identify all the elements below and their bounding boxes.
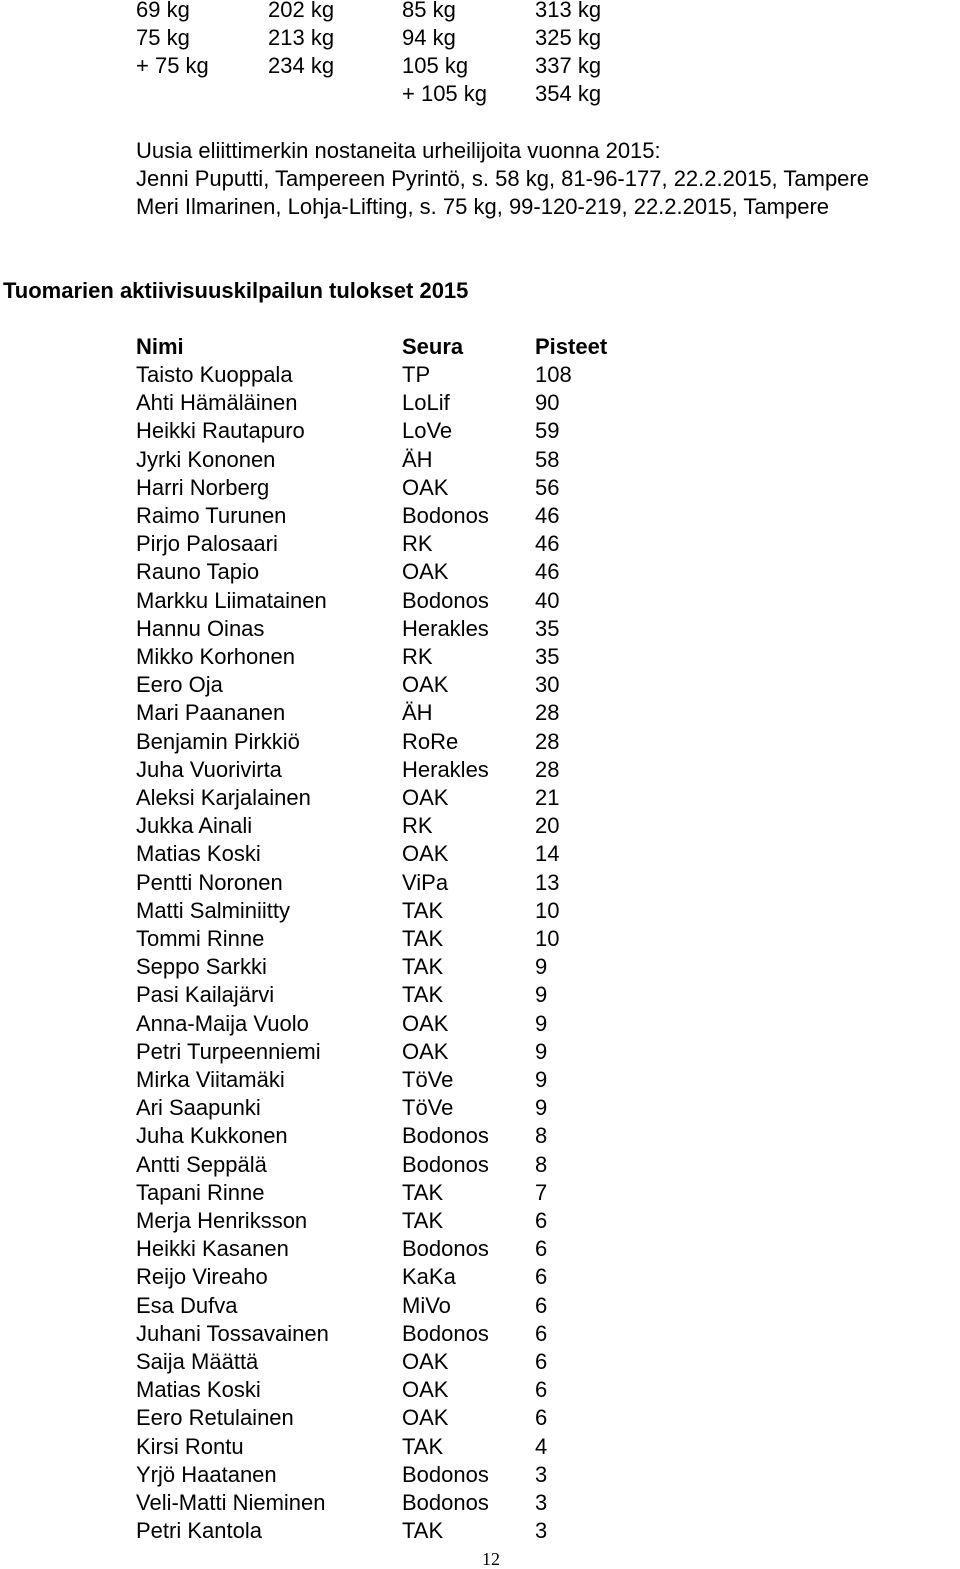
- club-name: TAK: [402, 1179, 444, 1205]
- kg-cell: 202 kg: [268, 0, 335, 22]
- club-name: OAK: [402, 1010, 449, 1036]
- club-name: OAK: [402, 672, 449, 698]
- judge-name: Ari Saapunki: [136, 1095, 261, 1121]
- points-value: 9: [535, 1095, 548, 1121]
- points-value: 4: [535, 1433, 548, 1459]
- judge-name: Taisto Kuoppala: [136, 362, 293, 387]
- points-value: 56: [535, 474, 560, 500]
- judge-name: Eero Retulainen: [136, 1405, 294, 1431]
- table-row: [0, 728, 960, 756]
- judge-name: Benjamin Pirkkiö: [136, 728, 300, 754]
- judge-name: Juhani Tossavainen: [136, 1320, 329, 1346]
- table-row: [0, 615, 960, 643]
- new-records-heading: Uusia eliittimerkin nostaneita urheilijoita vuonna 2015:: [136, 138, 661, 163]
- table-row: [0, 1179, 960, 1207]
- club-name: MiVo: [402, 1292, 451, 1318]
- club-name: OAK: [402, 1377, 449, 1403]
- table-row: [0, 1517, 960, 1545]
- points-value: 28: [535, 756, 560, 782]
- points-value: 35: [535, 615, 560, 641]
- judge-name: Heikki Kasanen: [136, 1236, 289, 1262]
- kg-cell: 354 kg: [535, 81, 602, 106]
- table-row: [0, 1207, 960, 1235]
- judge-name: Tapani Rinne: [136, 1179, 265, 1205]
- table-row: [0, 671, 960, 699]
- club-name: OAK: [402, 1405, 449, 1431]
- kg-cell: 234 kg: [268, 53, 335, 78]
- club-name: Bodonos: [402, 1490, 489, 1515]
- table-row: [0, 953, 960, 981]
- points-value: 108: [535, 362, 572, 387]
- points-value: 9: [535, 1038, 548, 1064]
- club-name: OAK: [402, 841, 449, 867]
- kg-cell: 75 kg: [136, 25, 190, 50]
- kg-cell: 337 kg: [535, 53, 602, 78]
- points-value: 28: [535, 728, 560, 754]
- table-row: [0, 1094, 960, 1122]
- table-row: [0, 1010, 960, 1038]
- table-row: [0, 699, 960, 727]
- table-row: [0, 812, 960, 840]
- table-row: [0, 1376, 960, 1404]
- table-row: [0, 1320, 960, 1348]
- table-row: [0, 530, 960, 558]
- table-row: [0, 784, 960, 812]
- points-value: 58: [535, 446, 560, 472]
- judge-name: Petri Turpeenniemi: [136, 1038, 321, 1064]
- points-value: 3: [535, 1490, 548, 1515]
- column-header-points: Pisteet: [535, 334, 608, 359]
- kg-cell: 69 kg: [136, 0, 190, 22]
- judge-name: Hannu Oinas: [136, 615, 265, 641]
- club-name: LoLif: [402, 390, 450, 416]
- club-name: Herakles: [402, 615, 489, 641]
- points-value: 6: [535, 1236, 548, 1262]
- table-row: [0, 1066, 960, 1094]
- points-value: 3: [535, 1461, 548, 1487]
- club-name: Bodonos: [402, 503, 489, 528]
- table-row: [0, 897, 960, 925]
- club-name: Bodonos: [402, 1151, 489, 1177]
- club-name: TAK: [402, 926, 444, 951]
- table-row: [0, 1263, 960, 1291]
- points-value: 20: [535, 813, 560, 839]
- table-row: [0, 558, 960, 586]
- judge-name: Pentti Noronen: [136, 869, 283, 895]
- judge-name: Juha Vuorivirta: [136, 756, 282, 782]
- judge-name: Juha Kukkonen: [136, 1123, 288, 1149]
- club-name: OAK: [402, 1349, 449, 1374]
- judge-name: Jyrki Kononen: [136, 446, 276, 472]
- table-row: [0, 587, 960, 615]
- club-name: OAK: [402, 1038, 449, 1064]
- kg-cell: 94 kg: [402, 25, 456, 50]
- club-name: RK: [402, 813, 433, 839]
- points-value: 13: [535, 869, 560, 895]
- table-row: [0, 417, 960, 445]
- table-row: [0, 756, 960, 784]
- club-name: ÄH: [402, 446, 433, 472]
- club-name: LoVe: [402, 418, 453, 444]
- judge-name: Eero Oja: [136, 672, 223, 698]
- table-row: [0, 1292, 960, 1320]
- points-value: 46: [535, 559, 560, 585]
- results-header-row: [0, 333, 960, 361]
- club-name: Bodonos: [402, 1461, 489, 1487]
- judge-name: Seppo Sarkki: [136, 954, 267, 980]
- judge-name: Pirjo Palosaari: [136, 531, 278, 557]
- judge-name: Mirka Viitamäki: [136, 1067, 285, 1092]
- kg-cell: + 75 kg: [136, 53, 209, 78]
- table-row: [0, 502, 960, 530]
- results-title: Tuomarien aktiivisuuskilpailun tulokset 2015: [3, 278, 469, 303]
- judge-name: Raimo Turunen: [136, 503, 287, 528]
- column-header-club: Seura: [402, 334, 464, 359]
- table-row: [0, 389, 960, 417]
- judge-name: Anna-Maija Vuolo: [136, 1010, 309, 1036]
- judge-name: Mari Paananen: [136, 700, 286, 726]
- club-name: TAK: [402, 897, 444, 923]
- club-name: RoRe: [402, 728, 459, 754]
- table-row: [0, 1489, 960, 1517]
- kg-cell: 213 kg: [268, 25, 335, 50]
- club-name: OAK: [402, 559, 449, 585]
- judge-name: Yrjö Haatanen: [136, 1461, 277, 1487]
- points-value: 6: [535, 1292, 548, 1318]
- points-value: 6: [535, 1320, 548, 1346]
- points-value: 40: [535, 587, 560, 613]
- new-record-line: Meri Ilmarinen, Lohja-Lifting, s. 75 kg, 99-120-219, 22.2.2015, Tampere: [136, 194, 829, 219]
- points-value: 30: [535, 672, 560, 698]
- judge-name: Mikko Korhonen: [136, 644, 295, 669]
- table-row: [0, 474, 960, 502]
- judge-name: Matias Koski: [136, 841, 261, 867]
- points-value: 10: [535, 926, 560, 951]
- kg-cell: + 105 kg: [402, 81, 488, 106]
- points-value: 3: [535, 1518, 548, 1544]
- points-value: 6: [535, 1264, 548, 1290]
- points-value: 35: [535, 644, 560, 669]
- judge-name: Antti Seppälä: [136, 1151, 267, 1177]
- points-value: 9: [535, 1010, 548, 1036]
- table-row: [0, 1038, 960, 1066]
- points-value: 6: [535, 1405, 548, 1431]
- kg-cell: 105 kg: [402, 53, 469, 78]
- club-name: OAK: [402, 785, 449, 810]
- points-value: 6: [535, 1208, 548, 1233]
- judge-name: Veli-Matti Nieminen: [136, 1490, 326, 1515]
- new-record-line: Jenni Puputti, Tampereen Pyrintö, s. 58 kg, 81-96-177, 22.2.2015, Tampere: [136, 166, 869, 191]
- club-name: TAK: [402, 1208, 444, 1233]
- table-row: [0, 840, 960, 868]
- judge-name: Matti Salminiitty: [136, 897, 291, 923]
- table-row: [0, 1348, 960, 1376]
- table-row: [0, 1461, 960, 1489]
- judge-name: Petri Kantola: [136, 1518, 262, 1544]
- table-row: [0, 1433, 960, 1461]
- points-value: 46: [535, 503, 560, 528]
- column-header-name: Nimi: [136, 334, 184, 359]
- judge-name: Saija Määttä: [136, 1349, 259, 1374]
- points-value: 9: [535, 954, 548, 980]
- points-value: 90: [535, 390, 560, 416]
- points-value: 14: [535, 841, 560, 867]
- points-value: 9: [535, 982, 548, 1008]
- club-name: TAK: [402, 1518, 444, 1544]
- club-name: TöVe: [402, 1067, 454, 1092]
- judge-name: Kirsi Rontu: [136, 1433, 244, 1459]
- kg-cell: 85 kg: [402, 0, 456, 22]
- points-value: 28: [535, 700, 560, 726]
- judge-name: Matias Koski: [136, 1377, 261, 1403]
- club-name: ViPa: [402, 869, 449, 895]
- club-name: TöVe: [402, 1095, 454, 1121]
- judge-name: Jukka Ainali: [136, 813, 253, 839]
- club-name: ÄH: [402, 700, 433, 726]
- judge-name: Rauno Tapio: [136, 559, 260, 585]
- table-row: [0, 869, 960, 897]
- table-row: [0, 1151, 960, 1179]
- club-name: Bodonos: [402, 1236, 489, 1262]
- judge-name: Heikki Rautapuro: [136, 418, 305, 444]
- table-row: [0, 1235, 960, 1263]
- judge-name: Ahti Hämäläinen: [136, 390, 298, 416]
- judge-name: Reijo Vireaho: [136, 1264, 268, 1290]
- club-name: RK: [402, 644, 433, 669]
- club-name: TAK: [402, 1433, 444, 1459]
- table-row: [0, 643, 960, 671]
- points-value: 6: [535, 1377, 548, 1403]
- judge-name: Markku Liimatainen: [136, 587, 327, 613]
- kg-cell: 325 kg: [535, 25, 602, 50]
- club-name: Bodonos: [402, 587, 489, 613]
- points-value: 8: [535, 1123, 548, 1149]
- points-value: 9: [535, 1067, 548, 1092]
- page-number: 12: [482, 1549, 500, 1569]
- judge-name: Aleksi Karjalainen: [136, 785, 311, 810]
- points-value: 8: [535, 1151, 548, 1177]
- club-name: RK: [402, 531, 433, 557]
- judge-name: Harri Norberg: [136, 474, 270, 500]
- points-value: 6: [535, 1349, 548, 1374]
- club-name: KaKa: [402, 1264, 456, 1290]
- club-name: TAK: [402, 954, 444, 980]
- points-value: 21: [535, 785, 560, 810]
- club-name: TP: [402, 362, 431, 387]
- points-value: 59: [535, 418, 560, 444]
- table-row: [0, 925, 960, 953]
- table-row: [0, 1122, 960, 1150]
- club-name: Herakles: [402, 756, 489, 782]
- kg-cell: 313 kg: [535, 0, 602, 22]
- table-row: [0, 1404, 960, 1432]
- club-name: Bodonos: [402, 1123, 489, 1149]
- judge-name: Tommi Rinne: [136, 926, 265, 951]
- points-value: 7: [535, 1179, 548, 1205]
- club-name: Bodonos: [402, 1320, 489, 1346]
- points-value: 10: [535, 897, 560, 923]
- club-name: TAK: [402, 982, 444, 1008]
- table-row: [0, 981, 960, 1009]
- judge-name: Merja Henriksson: [136, 1208, 308, 1233]
- points-value: 46: [535, 531, 560, 557]
- table-row: [0, 446, 960, 474]
- club-name: OAK: [402, 474, 449, 500]
- judge-name: Esa Dufva: [136, 1292, 238, 1318]
- table-row: [0, 361, 960, 389]
- judge-name: Pasi Kailajärvi: [136, 982, 275, 1008]
